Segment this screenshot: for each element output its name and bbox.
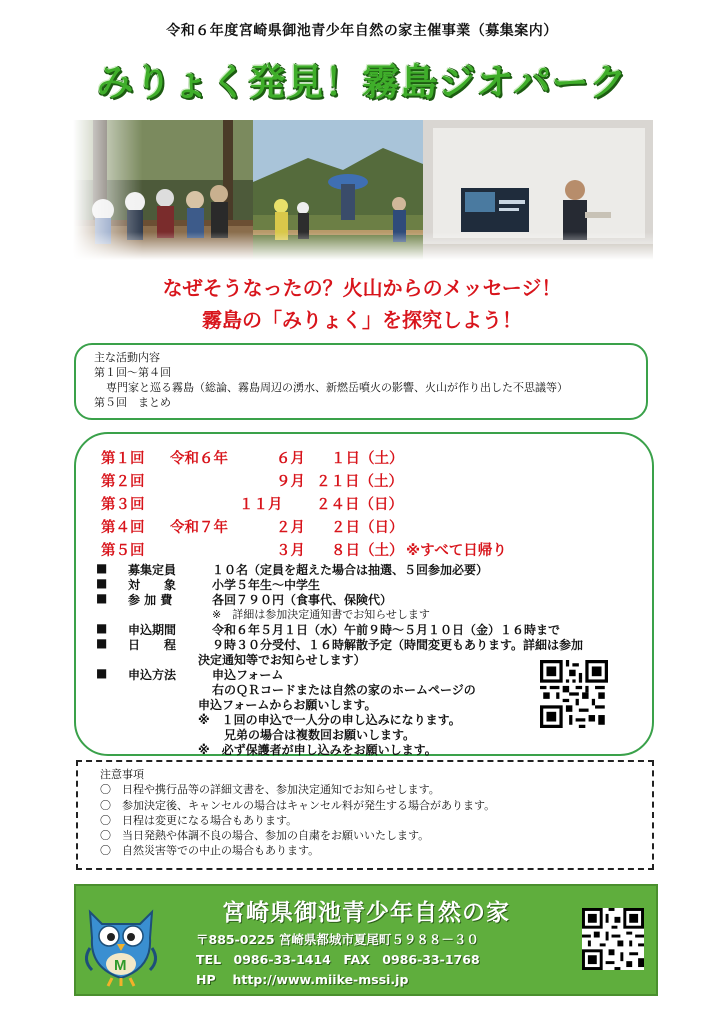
schedule-box — [74, 432, 654, 756]
session-month: ９月 — [276, 474, 305, 490]
session-day: ２４日（日） — [316, 497, 403, 513]
activities-heading: 主な活動内容 — [94, 351, 160, 364]
org-name: 宮崎県御池青少年自然の家 — [222, 900, 510, 926]
session-no: 第４回 — [101, 520, 145, 536]
method-line3: 申込フォームからお願いします。 — [198, 698, 377, 712]
catchphrase-line1: なぜそうなったの？火山からのメッセージ！ — [162, 276, 562, 300]
activities-box — [74, 343, 648, 420]
notes-text: 自然災害等での中止の場合もあります。 — [122, 844, 320, 858]
notes-mark: 〇 — [100, 844, 111, 858]
notes-text: 当日発熱や体調不良の場合、参加の自粛をお願いいたします。 — [122, 829, 430, 843]
fee-note: ※ 詳細は参加決定通知書でお知らせします — [212, 608, 430, 621]
activities-line2: 専門家と巡る霧島（総論、霧島周辺の湧水、新燃岳噴火の影響、火山が作り出した不思議等） — [106, 381, 568, 394]
footer-qr-code-icon[interactable] — [582, 908, 644, 970]
session-month: ６月 — [276, 451, 305, 467]
notes-item — [100, 813, 652, 828]
session-no: 第１回 — [101, 451, 145, 467]
schedule-value-2: 決定通知等でお知らせします） — [198, 653, 366, 667]
main-title: みりょく発見！霧島ジオパーク — [96, 61, 628, 104]
notes-item — [100, 798, 652, 813]
session-no: 第５回 — [101, 543, 145, 559]
period-label: 申込期間 — [128, 623, 177, 637]
activities-line1: 第１回～第４回 — [94, 366, 171, 379]
notes-heading: 注意事項 — [100, 768, 144, 781]
method-label: 申込方法 — [128, 668, 177, 682]
bullet: ■ — [96, 591, 108, 605]
top-title: 令和６年度宮崎県御池青少年自然の家主催事業（募集案内） — [166, 23, 558, 39]
session-month: ３月 — [276, 543, 305, 559]
method-value: 申込フォーム — [212, 668, 284, 682]
mascot-letter: M — [114, 957, 127, 974]
footer-phone: TEL 0986-33-1414 FAX 0986-33-1768 — [196, 952, 480, 967]
method-note1b: 兄弟の場合は複数回お願いします。 — [224, 728, 416, 742]
activities-line3: 第５回 まとめ — [94, 396, 171, 409]
notes-mark: 〇 — [100, 829, 111, 843]
session-month: １１月 — [239, 497, 283, 513]
session-era: 令和７年 — [170, 520, 228, 536]
notes-mark: 〇 — [100, 783, 111, 797]
footer-banner — [74, 884, 658, 996]
session-day: ２１日（土） — [316, 474, 403, 490]
bullet: ■ — [96, 561, 108, 575]
bullet: ■ — [96, 621, 108, 635]
session-no: 第２回 — [101, 474, 145, 490]
fee-label: 参 加 費 — [128, 593, 173, 607]
schedule-value: ９時３０分受付、１６時解散予定（時間変更もあります。詳細は参加 — [212, 638, 584, 652]
method-line2: 右のＱＲコードまたは自然の家のホームページの — [212, 683, 476, 697]
qr-code-icon[interactable] — [540, 660, 608, 728]
notes-item — [100, 828, 652, 843]
bullet: ■ — [96, 666, 108, 680]
method-note2: ※ 必ず保護者が申し込みをお願いします。 — [198, 743, 437, 757]
fee-value: 各回７９０円（食事代、保険代） — [212, 593, 393, 607]
capacity-value: １０名（定員を超えた場合は抽選、５回参加必要） — [212, 563, 489, 577]
notes-box — [76, 760, 654, 870]
session-no: 第３回 — [101, 497, 145, 513]
bullet: ■ — [96, 576, 108, 590]
bullet: ■ — [96, 636, 108, 650]
session-day: ２日（日） — [331, 520, 404, 536]
method-note1: ※ １回の申込で一人分の申し込みになります。 — [198, 713, 461, 727]
notes-text: 日程は変更になる場合もあります。 — [122, 813, 298, 827]
target-value: 小学５年生～中学生 — [212, 578, 321, 592]
notes-text: 参加決定後、キャンセルの場合はキャンセル料が発生する場合があります。 — [122, 798, 496, 812]
session-era: 令和６年 — [170, 451, 228, 467]
footer-hp-link[interactable]: HP http://www.miike-mssi.jp — [196, 972, 409, 987]
capacity-label: 募集定員 — [128, 563, 177, 577]
notes-mark: 〇 — [100, 813, 111, 827]
notes-mark: 〇 — [100, 798, 111, 812]
footer-address: 〒885-0225 宮崎県都城市夏尾町５９８８－３０ — [196, 932, 479, 947]
schedule-label: 日 程 — [128, 638, 177, 652]
session-day: １日（土） — [331, 451, 404, 467]
target-label: 対 象 — [128, 578, 177, 592]
notes-item — [100, 843, 652, 858]
notes-item — [100, 782, 652, 797]
day-trip-note: ※すべて日帰り — [406, 543, 507, 559]
session-day: ８日（土） — [331, 543, 404, 559]
notes-text: 日程や携行品等の詳細文書を、参加決定通知でお知らせします。 — [122, 783, 440, 797]
period-value: 令和６年５月１日（水）午前９時～５月１０日（金）１６時まで — [212, 623, 561, 637]
catchphrase-line2: 霧島の「みりょく」を探究しよう！ — [202, 308, 522, 332]
session-month: ２月 — [276, 520, 305, 536]
photo-strip — [73, 120, 653, 260]
